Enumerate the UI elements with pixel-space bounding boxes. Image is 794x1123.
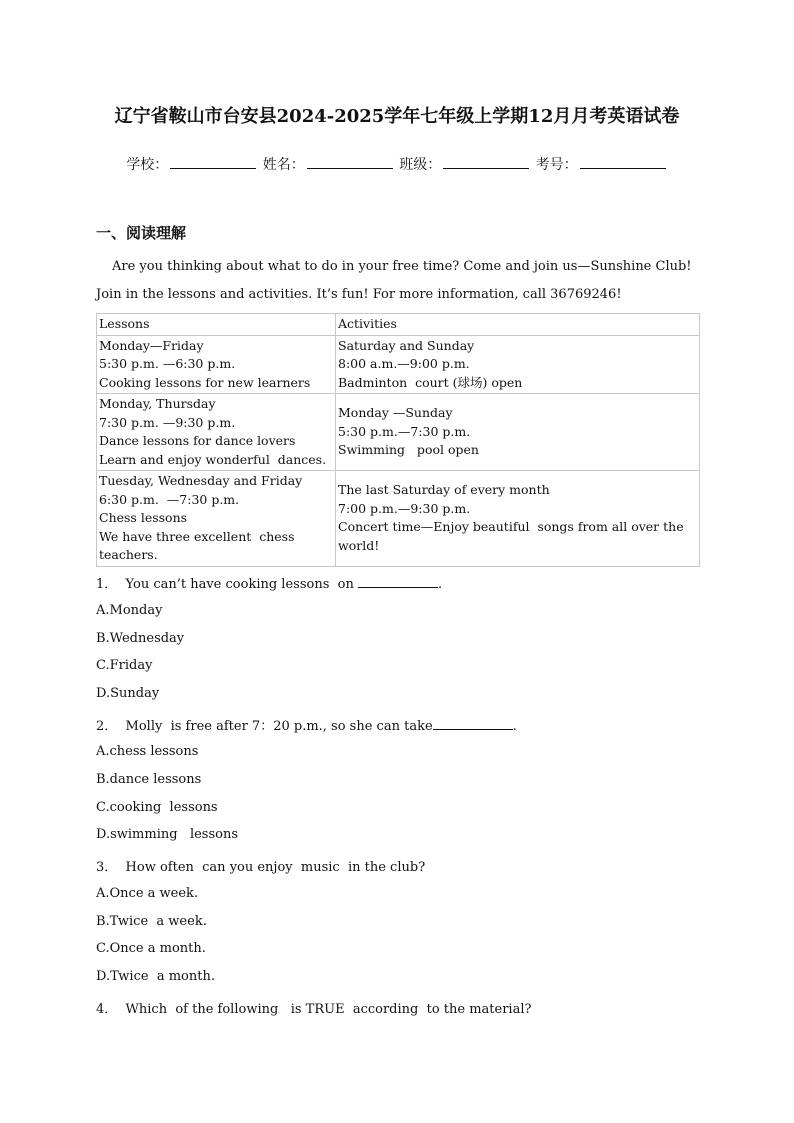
lessons-cell — [97, 335, 336, 394]
lessons-cell — [97, 394, 336, 471]
header-activities: Activities — [336, 314, 700, 336]
answer-blank[interactable] — [433, 717, 513, 730]
activities-cell — [336, 471, 700, 567]
question-2-end: . — [512, 719, 517, 734]
cell-line: Concert time—Enjoy beautiful songs from all over the — [338, 519, 684, 535]
school-label: 学校： — [126, 157, 169, 173]
document-title: 辽宁省鞍山市台安县2024-2025学年七年级上学期12月月考英语试卷 — [114, 106, 680, 127]
section-title: 一、阅读理解 — [96, 224, 187, 242]
option[interactable]: B.Twice a week. — [96, 914, 207, 929]
schedule-table — [96, 313, 700, 567]
header-lessons: Lessons — [97, 314, 336, 336]
option[interactable]: C.cooking lessons — [96, 800, 218, 815]
passage — [96, 253, 702, 309]
question-stem — [96, 715, 517, 734]
cell-line: Cooking lessons for new learners — [99, 374, 311, 390]
cell-line: Swimming pool open — [338, 442, 479, 458]
option[interactable]: A.Monday — [96, 603, 163, 618]
question-1-end: . — [437, 577, 443, 592]
cell-line: Monday—Friday — [99, 337, 204, 353]
class-label: 班级： — [399, 157, 442, 173]
option[interactable]: D.Sunday — [96, 686, 160, 701]
answer-blank[interactable] — [358, 575, 438, 588]
cell-line: Chess lessons — [99, 510, 188, 525]
cell-line: 7:30 p.m. —9:30 p.m. — [99, 414, 236, 430]
question-2-text: 2． Molly is free after 7：20 p.m., so she can take — [96, 719, 433, 734]
cell-line: 5:30 p.m. —6:30 p.m. — [99, 356, 236, 371]
cell-line: Dance lessons for dance lovers — [99, 433, 296, 448]
school-blank[interactable] — [170, 154, 256, 169]
passage-line-2: Join in the lessons and activities. It’s fun! For more information, call 36769246! — [96, 287, 622, 302]
question-4-text: 4． Which of the following is TRUE according to the material? — [96, 1002, 532, 1017]
question-stem — [96, 998, 531, 1017]
cell-line: Tuesday, Wednesday and Friday — [99, 473, 303, 488]
cell-line: The last Saturday of every month — [338, 482, 550, 498]
name-blank[interactable] — [307, 154, 393, 169]
activities-cell — [336, 394, 700, 471]
lessons-cell — [97, 471, 336, 567]
cell-line: Monday —Sunday — [338, 405, 453, 421]
cell-line: 6:30 p.m. —7:30 p.m. — [99, 491, 240, 507]
cell-line: Saturday and Sunday — [338, 337, 475, 353]
option[interactable]: B.dance lessons — [96, 772, 202, 787]
table-row — [97, 471, 700, 567]
student-info-line — [0, 154, 794, 174]
cell-line: 7:00 p.m.—9:30 p.m. — [338, 500, 471, 516]
option[interactable]: A.chess lessons — [96, 744, 199, 759]
option[interactable]: C.Once a month. — [96, 941, 206, 956]
exam-number-blank[interactable] — [580, 154, 666, 169]
table-header-row — [97, 314, 700, 336]
cell-line: 5:30 p.m.—7:30 p.m. — [338, 423, 471, 439]
table-row — [97, 394, 700, 471]
cell-line: We have three excellent chess — [99, 528, 295, 544]
cell-line: Badminton court (球场) open — [338, 374, 523, 390]
table-row — [97, 335, 700, 394]
passage-line-1: Are you thinking about what to do in your free time? Come and join us—Sunshine Club! — [112, 259, 692, 274]
question-stem — [96, 573, 442, 592]
option[interactable]: A.Once a week. — [96, 886, 199, 901]
option[interactable]: C.Friday — [96, 658, 153, 673]
cell-line: Monday, Thursday — [99, 396, 216, 411]
cell-line: world! — [338, 537, 380, 553]
activities-cell — [336, 335, 700, 394]
option[interactable]: D.Twice a month. — [96, 969, 215, 984]
class-blank[interactable] — [443, 154, 529, 169]
question-1-text: 1． You can’t have cooking lessons on — [96, 577, 358, 592]
name-label: 姓名： — [262, 157, 305, 173]
option[interactable]: D.swimming lessons — [96, 827, 239, 842]
option[interactable]: B.Wednesday — [96, 631, 185, 646]
cell-line: Learn and enjoy wonderful dances. — [99, 451, 327, 467]
question-3-text: 3． How often can you enjoy music in the club? — [96, 860, 426, 875]
exam-number-label: 考号： — [535, 157, 578, 173]
question-stem — [96, 856, 425, 875]
cell-line: 8:00 a.m.—9:00 p.m. — [338, 356, 470, 371]
cell-line: teachers. — [99, 547, 158, 562]
